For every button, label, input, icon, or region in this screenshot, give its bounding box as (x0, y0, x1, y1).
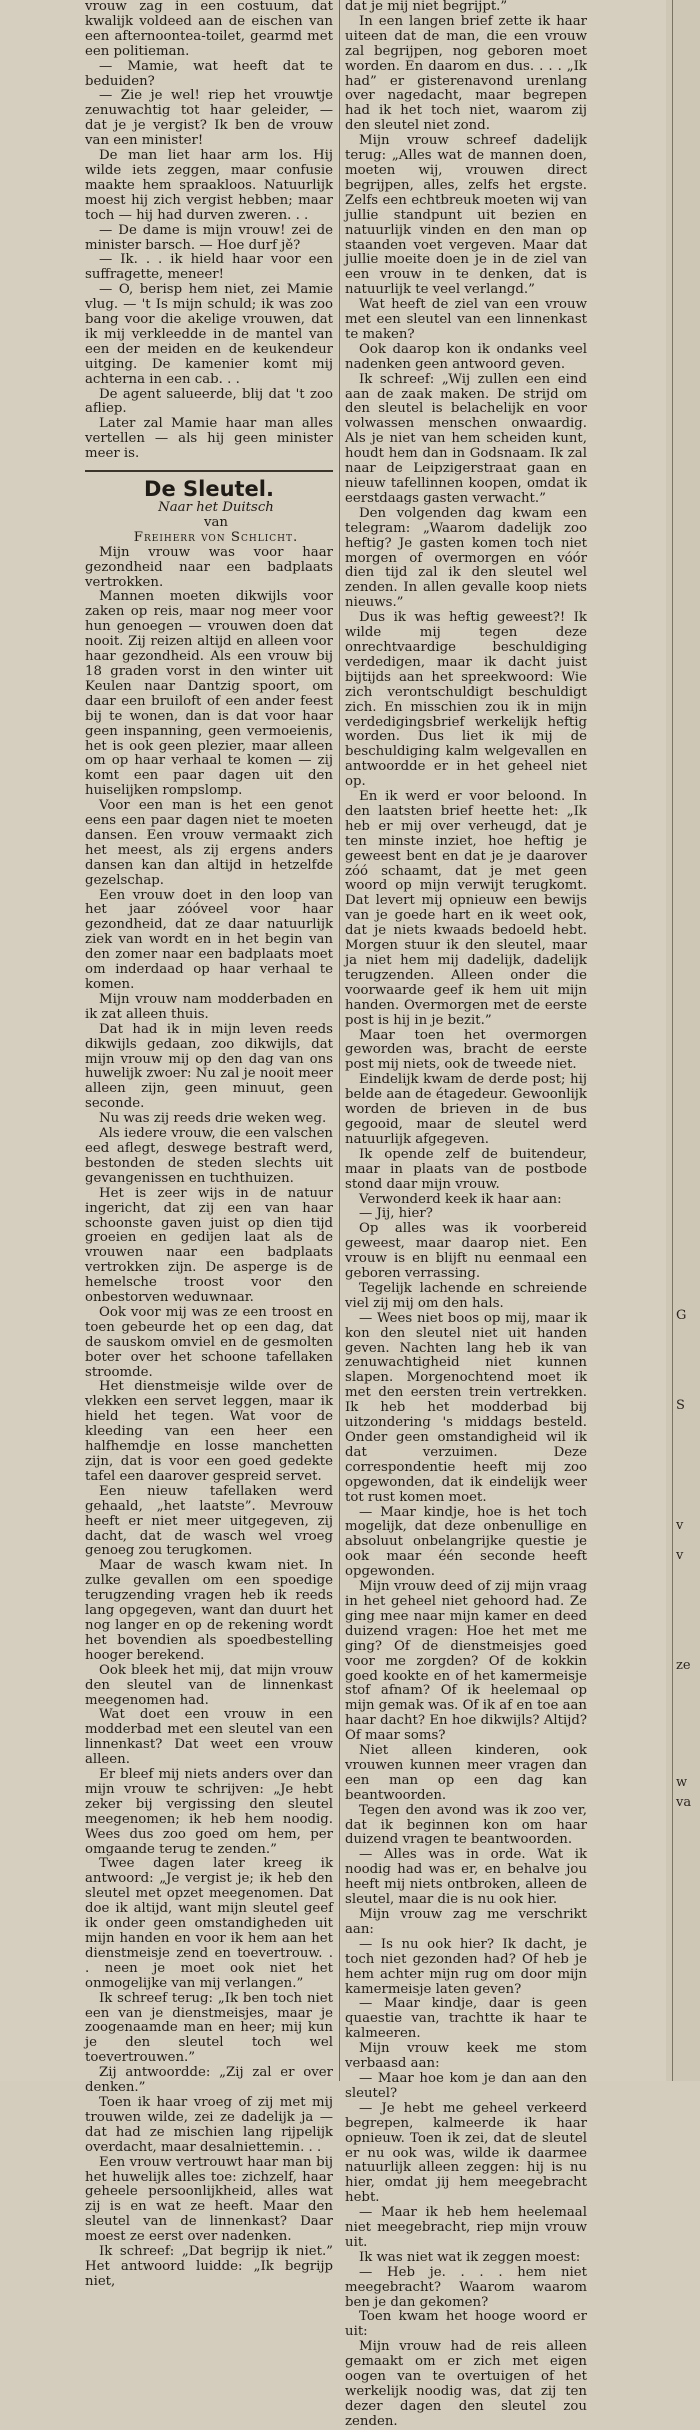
paragraph: Den volgenden dag kwam een telegram: „Waarom dadelijk zoo heftig? Je gasten komen toch niet morgen of overmorgen en vóór dien tijd zal ik den sleutel wel zenden. In allen gevalle koop niets nieuws.” (345, 505, 587, 611)
paragraph: — Ik. . . ik hield haar voor een suffragette, meneer! (85, 252, 333, 283)
paragraph: Als iedere vrouw, die een valschen eed aflegt, deswege bestraft werd, bestonden de steden slechts uit gevangenissen en tuchthuizen. (85, 1126, 333, 1186)
paragraph: Een vrouw doet in den loop van het jaar zóóveel voor haar gezondheid, dat ze daar natuurlijk ziek van wordt en in het begin van den zomer naar een badplaats moet om inderdaad op haar verhaal te komen. (85, 887, 333, 992)
paragraph: Ik schreef: „Dat begrijp ik niet.” Het antwoord luidde: „Ik begrijp niet, (85, 2244, 333, 2289)
paragraph: — Jij, hier? (359, 1206, 433, 1222)
paragraph: Ik opende zelf de buitendeur, maar in plaats van de postbode stond daar mijn vrouw. (345, 1146, 587, 1192)
edge-fragment: G (676, 1308, 687, 1323)
paragraph: — Maar hoe kom je dan aan den sleutel? (345, 2070, 587, 2101)
edge-fragment: v (676, 1518, 684, 1533)
byline-van: van (203, 514, 228, 530)
paragraph: — O, berisp hem niet, zei Mamie vlug. — 't Is mijn schuld; ik was zoo bang voor die akelige vrouwen, dat ik mij verkleedde in de mantel van een der meiden en de keukendeur uitging. De kamenier komt mij achterna in een cab. . . (85, 282, 333, 387)
paragraph: Wat doet een vrouw in een modderbad met een sleutel van een linnenkast? Dat weet een vrouw alleen. (85, 1707, 333, 1768)
paragraph: — Alles was in orde. Wat ik noodig had was er, en behalve jou heeft mij niets ontbroken, alleen de sleutel, maar die is nu ook hier. (345, 1847, 587, 1908)
paragraph: vrouw zag in een costuum, dat kwalijk voldeed aan de eischen van een afternoontea-toilet, gearmd met een politieman. (85, 0, 333, 59)
paragraph: Ook bleek het mij, dat mijn vrouw den sleutel van de linnenkast meegenomen had. (85, 1662, 333, 1708)
edge-fragment: w (676, 1775, 688, 1790)
paragraph: Toen ik haar vroeg of zij met mij trouwen wilde, zei ze dadelijk ja — dat had ze mischien lang rijpelijk overdacht, maar desalniettemin. . . (85, 2094, 333, 2155)
paragraph: — Heb je. . . . hem niet meegebracht? Waarom waarom ben je dan gekomen? (345, 2264, 587, 2310)
paragraph: — Zie je wel! riep het vrouwtje zenuwachtig tot haar geleider, — dat je je vergist? Ik ben de vrouw van een minister! (85, 88, 333, 149)
paragraph: Ook daarop kon ik ondanks veel nadenken geen antwoord geven. (345, 341, 587, 372)
paragraph: En ik werd er voor beloond. In den laatsten brief heette het: „Ik heb er mij over verheugd, dat je ten minste inziet, hoe heftig je geweest bent en dat je je daarover zóó schaamt, dat je met geen woord op mijn verwijt terugkomt. Dat levert mij opnieuw een bewijs van je goede hart en ik weet ook, dat je niets kwaads bedoeld hebt. Morgen stuur ik den sleutel, maar ja niet hem mij dadelijk, dadelijk terugzenden. Alleen onder die voorwaarde geef ik hem uit mijn handen. Overmorgen met de eerste post is hij in je bezit.” (345, 789, 587, 1028)
paragraph: Maar de wasch kwam niet. In zulke gevallen om een spoedige terugzending vragen heb ik reeds lang opgegeven, want dan duurt het nog langer en op de rekening wordt het bovendien als spoedbestelling hooger berekend. (85, 1558, 333, 1663)
edge-fragment: ze (676, 1658, 691, 1673)
paragraph: — Wees niet boos op mij, maar ik kon den sleutel niet uit handen geven. Nachten lang heb ik van zenuwachtigheid niet kunnen slapen. Morgenochtend moet ik met den eersten trein vertrekken. Ik heb het modderbad bij uitzondering 's middags besteld. Onder geen omstandigheid wil ik dat verzuimen. Deze correspondentie heeft mij zoo opgewonden, dat ik eindelijk weer tot rust komen moet. (345, 1310, 587, 1505)
paragraph: Mijn vrouw nam modderbaden en ik zat alleen thuis. (85, 991, 333, 1022)
paragraph: — De dame is mijn vrouw! zei de minister barsch. — Hoe durf jě? (85, 222, 333, 253)
paragraph: Mannen moeten dikwijls voor zaken op reis, maar nog meer voor hun genoegen — vrouwen doen dat nooit. Zij reizen altijd en alleen voor haar gezondheid. Als een vrouw bij 18 graden vorst in den winter uit Keulen naar Dantzig spoort, om daar een bruiloft of een ander feest bij te wonen, dan is dat voor haar geen inspanning, geen vermoeienis, het is ook geen plezier, maar alleen om op haar verhaal te komen — zij komt een paar dagen uit den huiselijken rompslomp. (85, 589, 333, 799)
paragraph: Mijn vrouw deed of zij mijn vraag in het geheel niet gehoord had. Ze ging mee naar mijn kamer en deed duizend vragen: Hoe het met me ging? Of de dienstmeisjes goed voor me zorgden? Of de kokkin goed kookte en of het kamermeisje stof afnam? Of ik heelemaal op mijn gemak was. Of ik af en toe aan haar dacht? En hoe dikwijls? Altijd? Of maar soms? (345, 1579, 587, 1744)
paragraph: Het is zeer wijs in de natuur ingericht, dat zij een van haar schoonste gaven juist op dien tijd groeien en gedijen laat als de vrouwen naar een badplaats vertrokken zijn. De asperge is de hemelsche troost voor den onbestorven weduwnaar. (85, 1185, 333, 1306)
edge-fragment: S (676, 1398, 685, 1413)
paragraph: — Maar kindje, daar is geen quaestie van, trachtte ik haar te kalmeeren. (345, 1996, 587, 2042)
paragraph: — Maar kindje, hoe is het toch mogelijk, dat deze onbenullige en absoluut onbelangrijke questie je ook maar één seconde heeft opgewonden. (345, 1504, 587, 1580)
adjacent-column-rule (672, 0, 673, 2081)
left-column (85, 0, 333, 2290)
paragraph: De man liet haar arm los. Hij wilde iets zeggen, maar confusie maakte hem spraakloos. Natuurlijk moest hij zich vergist hebben; maar toch — hij had durven zweren. . . (85, 148, 333, 223)
paragraph: Mijn vrouw schreef dadelijk terug: „Alles wat de mannen doen, moeten wij, vrouwen direct begrijpen, alles, zelfs het ergste. Zelfs een echtbreuk moeten wij van jullie standpunt uit bezien en natuurlijk vinden en den man op staanden voet vergeven. Maar dat jullie moeite doen je in de ziel van een vrouw in te denken, dat is natuurlijk te veel verlangd.” (345, 133, 587, 298)
section-rule (85, 470, 333, 472)
paragraph: Dus ik was heftig geweest?! Ik wilde mij tegen deze onrechtvaardige beschuldiging verdedigen, maar ik dacht juist bijtijds aan het spreekwoord: Wie zich verontschuldigt beschuldigt zich. En misschien zou ik in mijn verdedigingsbrief werkelijk heftig worden. Dus liet ik mij de beschuldiging kalm welgevallen en antwoordde er in het geheel niet op. (345, 610, 587, 790)
paragraph: Ook voor mij was ze een troost en toen gebeurde het op een dag, dat de sauskom omviel en de gesmolten boter over het schoone tafellaken stroomde. (85, 1304, 333, 1380)
paragraph: Mijn vrouw zag me verschrikt aan: (345, 1907, 587, 1937)
paragraph: Nu was zij reeds drie weken weg. (99, 1111, 327, 1127)
previous-story (85, 0, 333, 462)
paragraph: Tegen den avond was ik zoo ver, dat ik beginnen kon om haar duizend vragen te beantwoorden. (345, 1802, 587, 1848)
article-title: De Sleutel. (144, 477, 274, 502)
paragraph: Tegelijk lachende en schreiende viel zij mij om den hals. (345, 1280, 587, 1311)
paragraph: Mijn vrouw was voor haar gezondheid naar een badplaats vertrokken. (85, 544, 333, 590)
paragraph: Zij antwoordde: „Zij zal er over denken.” (85, 2065, 333, 2096)
paragraph: Maar toen het overmorgen geworden was, bracht de eerste post mij niets, ook de tweede niet. (345, 1027, 587, 1073)
paragraph: Mijn vrouw keek me stom verbaasd aan: (345, 2041, 587, 2072)
paragraph: Voor een man is het een genot eens een paar dagen niet te moeten dansen. Een vrouw vermaakt zich het meest, als zij ergens anders dansen kan dan altijd in hetzelfde gezelschap. (85, 798, 333, 888)
paragraph: — Je hebt me geheel verkeerd begrepen, kalmeerde ik haar opnieuw. Toen ik zei, dat de sleutel er nu ook was, wilde ik daarmee natuurlijk alleen zeggen: hij is nu hier, omdat jij hem meegebracht hebt. (345, 2100, 587, 2206)
paragraph: Niet alleen kinderen, ook vrouwen kunnen meer vragen dan een man op een dag kan beantwoorden. (345, 1743, 587, 1803)
paragraph: Toen kwam het hooge woord er uit: (345, 2309, 587, 2340)
paragraph: Ik schreef: „Wij zullen een eind aan de zaak maken. De strijd om den sleutel is belachelijk en voor volwassen menschen onwaardig. Als je niet van hem scheiden kunt, houdt hem dan in Godsnaam. Ik zal naar de Leipzigerstraat gaan en nieuw tafellinnen koopen, omdat ik eerstdaags gasten verwacht.” (345, 371, 587, 506)
paragraph: Verwonderd keek ik haar aan: (359, 1191, 562, 1207)
paragraph: Een vrouw vertrouwt haar man bij het huwelijk alles toe: zichzelf, haar geheele persoonlijkheid, alles wat zij is en wat ze heeft. Maar den sleutel van de linnenkast? Daar moest ze eerst over nadenken. (85, 2154, 333, 2245)
paragraph: Een nieuw tafellaken werd gehaald, „het laatste”. Mevrouw heeft er niet meer uitgegeven, zij dacht, dat de wasch wel vroeg genoeg zou terugkomen. (85, 1483, 333, 1559)
paragraph: Later zal Mamie haar man alles vertellen — als hij geen minister meer is. (85, 416, 333, 462)
paragraph: — Maar ik heb hem heelemaal niet meegebracht, riep mijn vrouw uit. (345, 2205, 587, 2250)
paragraph: Ik schreef terug: „Ik ben toch niet een van je dienstmeisjes, maar je zoogenaamde man en heer; mij kun je den sleutel toch wel toevertrouwen.” (85, 1990, 333, 2066)
article-subtitle: Naar het Duitsch (158, 500, 274, 515)
right-column (345, 0, 587, 2430)
paragraph: Twee dagen later kreeg ik antwoord: „Je vergist je; ik heb den sleutel met opzet meegenomen. Dat doe ik altijd, want mijn sleutel geef ik onder geen omstandigheden uit mijn handen en voor ik hem aan het dienstmeisje zend en toevertrouw. . . neen je moet ook niet het onmogelijke van mij verlangen.” (85, 1856, 333, 1991)
paragraph: Ik was niet wat ik zeggen moest: (359, 2249, 581, 2265)
paragraph: Er bleef mij niets anders over dan mijn vrouw te schrijven: „Je hebt zeker bij vergissing den sleutel meegenomen; ik heb hem noodig. Wees dus zoo goed om hem, per omgaande terug te zenden.” (85, 1767, 333, 1857)
paragraph: Dat had ik in mijn leven reeds dikwijls gedaan, zoo dikwijls, dat mijn vrouw mij op den dag van ons huwelijk zwoer: Nu zal je nooit meer alleen zijn, geen minuut, geen seconde. (85, 1021, 333, 1112)
article-author: Freiherr von Schlicht. (133, 529, 299, 545)
paragraph: Wat heeft de ziel van een vrouw met een sleutel van een linnenkast te maken? (345, 297, 587, 342)
paragraph: In een langen brief zette ik haar uiteen dat de man, die een vrouw zal begrijpen, nog geboren moet worden. En daarom en dus. . . . „Ik had” er gisterenavond urenlang over nagedacht, maar begrepen had ik het toch niet, waarom zij den sleutel niet zond. (345, 13, 587, 134)
paragraph: — Mamie, wat heeft dat te beduiden? (85, 58, 333, 89)
paragraph: Mijn vrouw had de reis alleen gemaakt om er zich met eigen oogen van te overtuigen of het werkelijk noodig was, dat zij ten dezer dagen den sleutel zou zenden. (345, 2339, 587, 2429)
paragraph: Eindelijk kwam de derde post; hij belde aan de étagedeur. Gewoonlijk worden de brieven in de bus gegooid, maar de sleutel werd natuurlijk afgegeven. (345, 1072, 587, 1147)
paragraph: De agent salueerde, blij dat 't zoo afliep. (85, 386, 333, 417)
column-rule (339, 0, 340, 2081)
edge-fragment: va (676, 1795, 692, 1810)
paragraph: Op alles was ik voorbereid geweest, maar daarop niet. Een vrouw is en blijft nu eenmaal een geboren verrassing. (345, 1221, 587, 1282)
paragraph: Het dienstmeisje wilde over de vlekken een servet leggen, maar ik hield het tegen. Wat voor de kleeding van een heer een halfhemdje en losse manchetten zijn, dat is voor een goed gedekte tafel een daarover gespreid servet. (85, 1379, 333, 1484)
paragraph: — Is nu ook hier? Ik dacht, je toch niet gezonden had? Of heb je hem achter mijn rug om door mijn kamermeisje laten geven? (345, 1936, 587, 1997)
edge-fragment: v (676, 1548, 684, 1563)
paragraph: dat je mij niet begrijpt.” (345, 0, 508, 14)
article-body-left (85, 546, 333, 2290)
